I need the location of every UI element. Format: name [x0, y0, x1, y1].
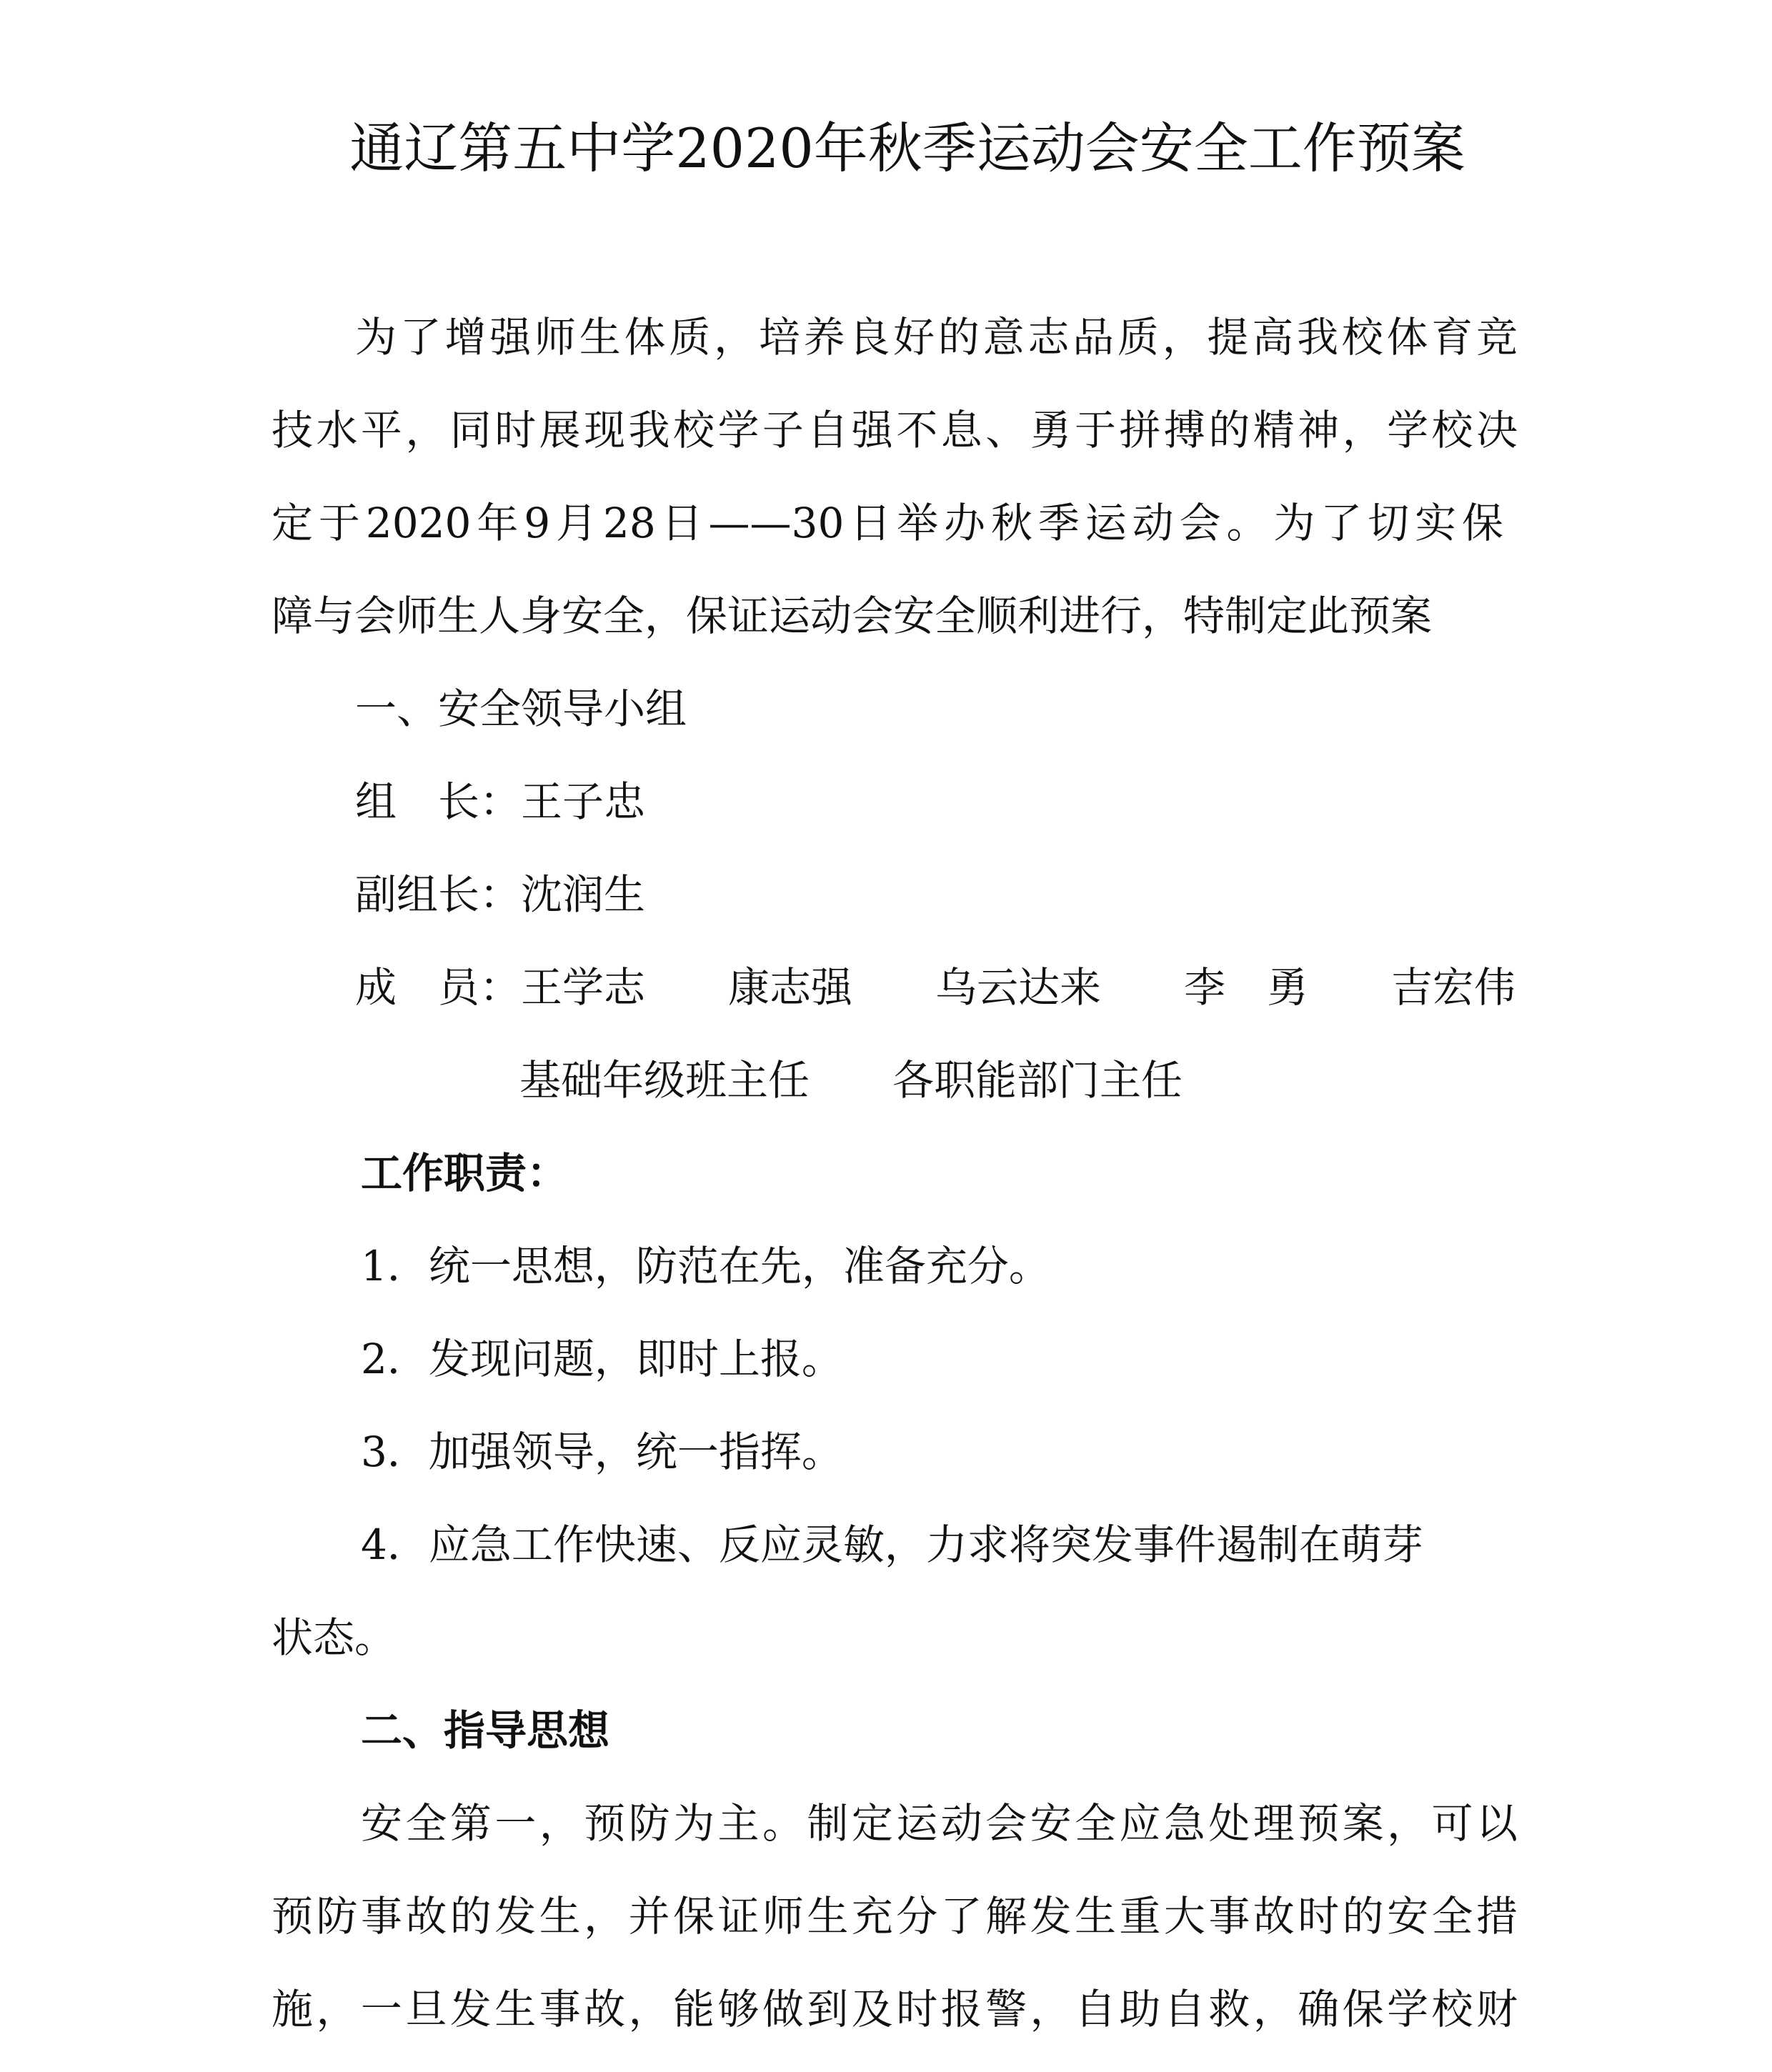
- intro-line-4: 障与会师生人身安全，保证运动会安全顺利进行，特制定此预案: [272, 592, 1433, 640]
- guidance-line-2: 预防事故的发生，并保证师生充分了解发生重大事故时的安全措: [272, 1892, 1518, 1941]
- group-leader: 组 长：王子忠: [355, 777, 646, 826]
- duty-item-1: 1．统一思想，防范在先，准备充分。: [361, 1242, 1050, 1290]
- members-line-2: 基础年级班主任 各职能部门主任: [519, 1056, 1183, 1105]
- section2-heading: 二、指导思想: [361, 1706, 610, 1755]
- guidance-line-1: 安全第一，预防为主。制定运动会安全应急处理预案，可以: [361, 1799, 1518, 1848]
- duty-item-4: 4．应急工作快速、反应灵敏，力求将突发事件遏制在萌芽: [361, 1520, 1423, 1569]
- section1-heading: 一、安全领导小组: [355, 684, 687, 733]
- intro-line-2: 技水平，同时展现我校学子自强不息、勇于拼搏的精神，学校决: [272, 406, 1518, 454]
- document-title: 通辽第五中学2020年秋季运动会安全工作预案: [349, 116, 1465, 180]
- duty-item-3: 3．加强领导，统一指挥。: [361, 1428, 843, 1476]
- duties-heading: 工作职责：: [361, 1149, 569, 1197]
- guidance-line-3: 施，一旦发生事故，能够做到及时报警，自助自救，确保学校财: [272, 1985, 1518, 2033]
- duty-item-2: 2．发现问题，即时上报。: [361, 1335, 843, 1383]
- deputy-leader: 副组长：沈润生: [355, 870, 646, 919]
- members-line-1: 成 员：王学志 康志强 乌云达来 李 勇 吉宏伟: [355, 963, 1516, 1012]
- intro-line-1: 为了增强师生体质，培养良好的意志品质，提高我校体育竞: [355, 313, 1518, 362]
- intro-line-3: 定于2020年9月28日——30日举办秋季运动会。为了切实保: [272, 499, 1503, 547]
- duty-item-4-continued: 状态。: [272, 1613, 397, 1662]
